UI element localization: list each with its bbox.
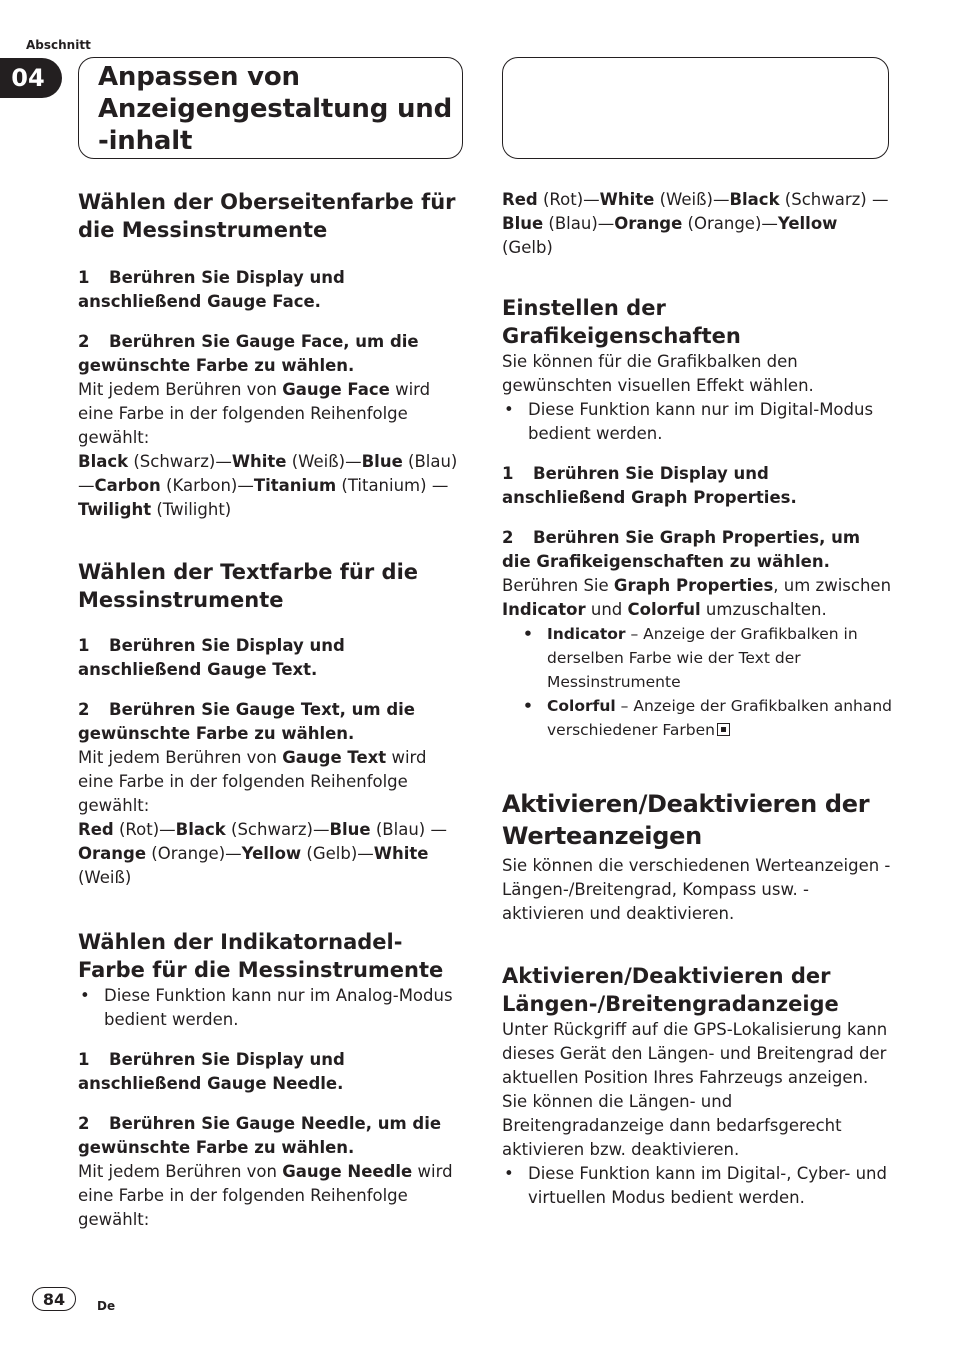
- chapter-title-line-3: -inhalt: [98, 126, 193, 156]
- chapter-title-box: [78, 57, 463, 159]
- chapter-title: [98, 61, 452, 157]
- heading-gauge-needle: Wählen der Indikatornadel-Farbe für die Messinstrumente: [78, 930, 444, 982]
- heading-value-displays: Aktivieren/Deaktivieren der Werteanzeigen: [502, 790, 870, 850]
- step-gauge-text-2: 2 Berühren Sie Gauge Text, um die gewünschte Farbe zu wählen.: [78, 700, 415, 743]
- body-gauge-text: Mit jedem Berühren von Gauge Text wird eine Farbe in der folgenden Reihenfolge gewählt:: [78, 748, 427, 815]
- option-colorful: • Colorful – Anzeige der Grafikbalken anhand verschiedener Farben: [502, 694, 892, 742]
- bullet-gauge-needle: • Diese Funktion kann nur im Analog-Modus bedient werden.: [78, 984, 466, 1032]
- empty-header-box: [502, 57, 889, 159]
- step-gauge-face-1: 1 Berühren Sie Display und anschließend Gauge Face.: [78, 268, 345, 311]
- step-gauge-text-1: 1 Berühren Sie Display und anschließend Gauge Text.: [78, 636, 345, 679]
- body-graph-properties: Berühren Sie Graph Properties, um zwischen Indicator und Colorful umzuschalten.: [502, 576, 892, 619]
- color-sequence-gauge-needle: Red (Rot)—White (Weiß)—Black (Schwarz) —Blue (Blau)—Orange (Orange)—Yellow (Gelb): [502, 190, 889, 257]
- section-number-tab: 04: [0, 58, 62, 98]
- end-mark-icon: [717, 723, 730, 736]
- intro-graph-properties: Sie können für die Grafikbalken den gewünschten visuellen Effekt wählen.: [502, 352, 814, 395]
- heading-gauge-face: Wählen der Oberseitenfarbe für die Messinstrumente: [78, 190, 456, 242]
- heading-latlon-display: Aktivieren/Deaktivieren der Längen-/Breitengradanzeige: [502, 964, 839, 1016]
- body-gauge-needle: Mit jedem Berühren von Gauge Needle wird eine Farbe in der folgenden Reihenfolge gewählt:: [78, 1162, 453, 1229]
- step-gauge-needle-2: 2 Berühren Sie Gauge Needle, um die gewünschte Farbe zu wählen.: [78, 1114, 442, 1157]
- language-code: De: [97, 1299, 116, 1313]
- page-number: 84: [32, 1287, 76, 1311]
- color-sequence-gauge-face: Black (Schwarz)—White (Weiß)—Blue (Blau) —Carbon (Karbon)—Titanium (Titanium) —Twilight (Twilight): [78, 452, 458, 519]
- heading-gauge-text: Wählen der Textfarbe für die Messinstrumente: [78, 560, 419, 612]
- bullet-latlon-display: • Diese Funktion kann im Digital-, Cyber- und virtuellen Modus bedient werden.: [502, 1162, 892, 1210]
- intro-value-displays: Sie können die verschiedenen Werteanzeigen - Längen-/Breitengrad, Kompass usw. - aktivieren und deaktivieren.: [502, 856, 891, 923]
- chapter-title-line-1: Anpassen von: [98, 62, 300, 92]
- step-gauge-face-2: 2 Berühren Sie Gauge Face, um die gewünschte Farbe zu wählen.: [78, 332, 419, 375]
- step-gauge-needle-1: 1 Berühren Sie Display und anschließend Gauge Needle.: [78, 1050, 345, 1093]
- section-label: Abschnitt: [26, 38, 91, 52]
- body-gauge-face: Mit jedem Berühren von Gauge Face wird eine Farbe in der folgenden Reihenfolge gewählt:: [78, 380, 431, 447]
- right-column: [502, 188, 892, 1210]
- chapter-title-line-2: Anzeigengestaltung und: [98, 94, 453, 124]
- step-graph-properties-2: 2 Berühren Sie Graph Properties, um die Grafikeigenschaften zu wählen.: [502, 528, 861, 571]
- heading-graph-properties: Einstellen der Grafikeigenschaften: [502, 296, 741, 348]
- bullet-graph-properties: • Diese Funktion kann nur im Digital-Modus bedient werden.: [502, 398, 892, 446]
- option-indicator: • Indicator – Anzeige der Grafikbalken in derselben Farbe wie der Text der Messinstrumente: [502, 622, 892, 694]
- left-column: [78, 188, 466, 1232]
- color-sequence-gauge-text: Red (Rot)—Black (Schwarz)—Blue (Blau) —Orange (Orange)—Yellow (Gelb)—White (Weiß): [78, 820, 447, 887]
- step-graph-properties-1: 1 Berühren Sie Display und anschließend Graph Properties.: [502, 464, 797, 507]
- intro-latlon-display: Unter Rückgriff auf die GPS-Lokalisierung kann dieses Gerät den Längen- und Breitengrad der aktuellen Position Ihres Fahrzeugs anzeigen. Sie können die Längen- und Breitengradanzeige dann bedarfsgerecht aktivieren bzw. deaktivieren.: [502, 1020, 888, 1159]
